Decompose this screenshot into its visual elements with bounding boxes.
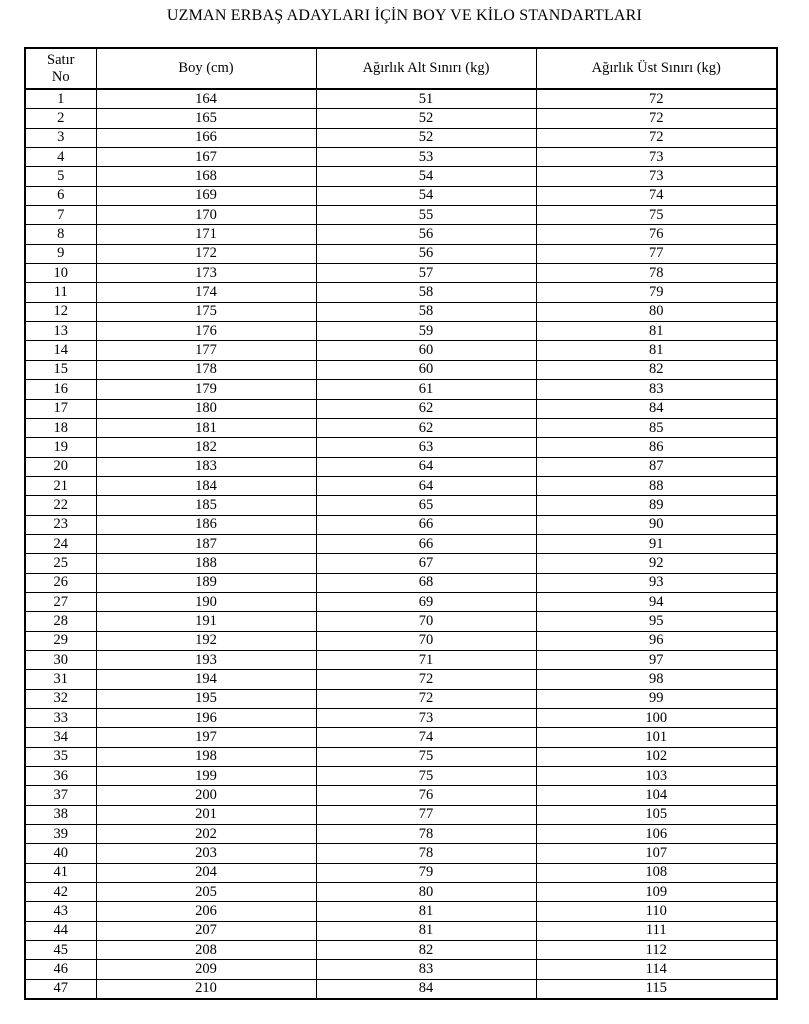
- cell-height: 182: [96, 438, 316, 457]
- table-row: [25, 360, 777, 379]
- cell-weight-max: 97: [536, 650, 777, 669]
- table-row: [25, 554, 777, 573]
- table-row: [25, 476, 777, 495]
- cell-height: 179: [96, 380, 316, 399]
- cell-row-no: 2: [25, 109, 96, 128]
- table-row: [25, 167, 777, 186]
- cell-height: 206: [96, 902, 316, 921]
- cell-weight-min: 56: [316, 244, 536, 263]
- cell-weight-min: 54: [316, 167, 536, 186]
- table-row: [25, 515, 777, 534]
- table-row: [25, 689, 777, 708]
- cell-row-no: 16: [25, 380, 96, 399]
- cell-weight-min: 61: [316, 380, 536, 399]
- cell-height: 190: [96, 592, 316, 611]
- cell-height: 191: [96, 612, 316, 631]
- cell-row-no: 8: [25, 225, 96, 244]
- cell-height: 189: [96, 573, 316, 592]
- table-row: [25, 244, 777, 263]
- table-body: [25, 89, 777, 999]
- cell-row-no: 21: [25, 476, 96, 495]
- cell-weight-min: 64: [316, 457, 536, 476]
- table-row: [25, 496, 777, 515]
- cell-height: 200: [96, 786, 316, 805]
- table-row: [25, 457, 777, 476]
- table-row: [25, 747, 777, 766]
- cell-row-no: 30: [25, 650, 96, 669]
- cell-row-no: 33: [25, 709, 96, 728]
- cell-weight-max: 83: [536, 380, 777, 399]
- cell-weight-max: 92: [536, 554, 777, 573]
- table-row: [25, 128, 777, 147]
- cell-weight-max: 79: [536, 283, 777, 302]
- cell-weight-max: 81: [536, 341, 777, 360]
- cell-weight-min: 60: [316, 341, 536, 360]
- table-row: [25, 921, 777, 940]
- table-row: [25, 399, 777, 418]
- table-row: [25, 767, 777, 786]
- cell-row-no: 47: [25, 979, 96, 999]
- cell-height: 209: [96, 960, 316, 979]
- table-row: [25, 902, 777, 921]
- cell-row-no: 7: [25, 206, 96, 225]
- cell-height: 167: [96, 148, 316, 167]
- cell-row-no: 12: [25, 302, 96, 321]
- cell-weight-min: 78: [316, 844, 536, 863]
- cell-row-no: 6: [25, 186, 96, 205]
- cell-row-no: 4: [25, 148, 96, 167]
- cell-weight-max: 111: [536, 921, 777, 940]
- cell-height: 168: [96, 167, 316, 186]
- cell-weight-min: 79: [316, 863, 536, 882]
- cell-weight-max: 106: [536, 825, 777, 844]
- cell-row-no: 1: [25, 89, 96, 109]
- table-row: [25, 670, 777, 689]
- cell-weight-max: 75: [536, 206, 777, 225]
- cell-weight-max: 109: [536, 883, 777, 902]
- cell-weight-min: 67: [316, 554, 536, 573]
- cell-weight-max: 95: [536, 612, 777, 631]
- column-header-height: Boy (cm): [96, 48, 316, 89]
- cell-row-no: 44: [25, 921, 96, 940]
- cell-height: 198: [96, 747, 316, 766]
- cell-weight-max: 84: [536, 399, 777, 418]
- column-header-weight-max: Ağırlık Üst Sınırı (kg): [536, 48, 777, 89]
- cell-height: 169: [96, 186, 316, 205]
- cell-weight-min: 73: [316, 709, 536, 728]
- table-header: [25, 48, 777, 89]
- cell-weight-max: 99: [536, 689, 777, 708]
- cell-row-no: 24: [25, 534, 96, 553]
- cell-weight-min: 55: [316, 206, 536, 225]
- cell-row-no: 14: [25, 341, 96, 360]
- table-row: [25, 863, 777, 882]
- cell-height: 183: [96, 457, 316, 476]
- cell-height: 197: [96, 728, 316, 747]
- cell-weight-max: 72: [536, 89, 777, 109]
- table-row: [25, 534, 777, 553]
- cell-weight-min: 53: [316, 148, 536, 167]
- cell-weight-max: 80: [536, 302, 777, 321]
- table-row: [25, 283, 777, 302]
- cell-height: 188: [96, 554, 316, 573]
- cell-row-no: 36: [25, 767, 96, 786]
- cell-row-no: 35: [25, 747, 96, 766]
- cell-row-no: 32: [25, 689, 96, 708]
- table-row: [25, 844, 777, 863]
- table-row: [25, 709, 777, 728]
- cell-weight-min: 81: [316, 902, 536, 921]
- cell-height: 187: [96, 534, 316, 553]
- table-row: [25, 264, 777, 283]
- cell-weight-max: 102: [536, 747, 777, 766]
- cell-row-no: 45: [25, 941, 96, 960]
- cell-weight-min: 58: [316, 283, 536, 302]
- cell-weight-min: 77: [316, 805, 536, 824]
- cell-row-no: 40: [25, 844, 96, 863]
- table-row: [25, 206, 777, 225]
- cell-row-no: 37: [25, 786, 96, 805]
- cell-weight-max: 87: [536, 457, 777, 476]
- cell-weight-max: 101: [536, 728, 777, 747]
- cell-row-no: 42: [25, 883, 96, 902]
- cell-row-no: 29: [25, 631, 96, 650]
- table-row: [25, 573, 777, 592]
- cell-weight-min: 82: [316, 941, 536, 960]
- table-row: [25, 109, 777, 128]
- cell-weight-max: 89: [536, 496, 777, 515]
- cell-weight-min: 83: [316, 960, 536, 979]
- table-row: [25, 225, 777, 244]
- cell-row-no: 5: [25, 167, 96, 186]
- cell-row-no: 34: [25, 728, 96, 747]
- table-row: [25, 650, 777, 669]
- cell-weight-min: 75: [316, 747, 536, 766]
- table-row: [25, 380, 777, 399]
- cell-row-no: 11: [25, 283, 96, 302]
- cell-row-no: 10: [25, 264, 96, 283]
- cell-weight-min: 52: [316, 109, 536, 128]
- table-row: [25, 438, 777, 457]
- cell-height: 173: [96, 264, 316, 283]
- cell-height: 180: [96, 399, 316, 418]
- cell-height: 164: [96, 89, 316, 109]
- column-header-weight-min: Ağırlık Alt Sınırı (kg): [316, 48, 536, 89]
- cell-weight-max: 72: [536, 128, 777, 147]
- cell-height: 201: [96, 805, 316, 824]
- cell-weight-min: 57: [316, 264, 536, 283]
- cell-weight-min: 66: [316, 534, 536, 553]
- cell-weight-max: 77: [536, 244, 777, 263]
- table-row: [25, 825, 777, 844]
- table-row: [25, 805, 777, 824]
- cell-row-no: 3: [25, 128, 96, 147]
- cell-row-no: 20: [25, 457, 96, 476]
- table-row: [25, 418, 777, 437]
- table-row: [25, 186, 777, 205]
- table-row: [25, 322, 777, 341]
- cell-weight-min: 75: [316, 767, 536, 786]
- cell-weight-max: 103: [536, 767, 777, 786]
- table-row: [25, 89, 777, 109]
- cell-weight-max: 110: [536, 902, 777, 921]
- cell-weight-max: 90: [536, 515, 777, 534]
- cell-weight-max: 91: [536, 534, 777, 553]
- cell-height: 205: [96, 883, 316, 902]
- cell-row-no: 17: [25, 399, 96, 418]
- cell-height: 185: [96, 496, 316, 515]
- cell-weight-min: 74: [316, 728, 536, 747]
- cell-weight-min: 65: [316, 496, 536, 515]
- table-row: [25, 592, 777, 611]
- cell-weight-max: 108: [536, 863, 777, 882]
- cell-weight-min: 54: [316, 186, 536, 205]
- table-row: [25, 631, 777, 650]
- table-row: [25, 960, 777, 979]
- cell-height: 181: [96, 418, 316, 437]
- cell-weight-max: 105: [536, 805, 777, 824]
- cell-weight-max: 85: [536, 418, 777, 437]
- cell-weight-max: 78: [536, 264, 777, 283]
- cell-weight-max: 112: [536, 941, 777, 960]
- cell-row-no: 13: [25, 322, 96, 341]
- cell-weight-max: 82: [536, 360, 777, 379]
- table-row: [25, 612, 777, 631]
- cell-row-no: 27: [25, 592, 96, 611]
- cell-weight-min: 78: [316, 825, 536, 844]
- table-row: [25, 941, 777, 960]
- cell-weight-min: 52: [316, 128, 536, 147]
- cell-weight-min: 71: [316, 650, 536, 669]
- cell-height: 172: [96, 244, 316, 263]
- header-row: [25, 48, 777, 89]
- cell-weight-min: 58: [316, 302, 536, 321]
- cell-row-no: 23: [25, 515, 96, 534]
- cell-row-no: 22: [25, 496, 96, 515]
- cell-height: 165: [96, 109, 316, 128]
- cell-weight-min: 63: [316, 438, 536, 457]
- table-row: [25, 302, 777, 321]
- cell-height: 174: [96, 283, 316, 302]
- cell-row-no: 28: [25, 612, 96, 631]
- cell-weight-min: 72: [316, 689, 536, 708]
- cell-weight-max: 73: [536, 148, 777, 167]
- column-header-row-no: Satır No: [25, 48, 96, 89]
- cell-weight-max: 81: [536, 322, 777, 341]
- cell-weight-min: 70: [316, 631, 536, 650]
- cell-height: 166: [96, 128, 316, 147]
- table-row: [25, 148, 777, 167]
- cell-weight-max: 76: [536, 225, 777, 244]
- cell-row-no: 38: [25, 805, 96, 824]
- cell-row-no: 41: [25, 863, 96, 882]
- cell-weight-max: 104: [536, 786, 777, 805]
- cell-height: 184: [96, 476, 316, 495]
- cell-weight-min: 81: [316, 921, 536, 940]
- cell-height: 186: [96, 515, 316, 534]
- cell-weight-max: 100: [536, 709, 777, 728]
- cell-row-no: 26: [25, 573, 96, 592]
- cell-weight-min: 59: [316, 322, 536, 341]
- cell-row-no: 15: [25, 360, 96, 379]
- cell-height: 203: [96, 844, 316, 863]
- cell-weight-max: 115: [536, 979, 777, 999]
- cell-row-no: 18: [25, 418, 96, 437]
- cell-weight-min: 70: [316, 612, 536, 631]
- cell-height: 178: [96, 360, 316, 379]
- cell-weight-max: 94: [536, 592, 777, 611]
- cell-weight-min: 72: [316, 670, 536, 689]
- cell-weight-min: 69: [316, 592, 536, 611]
- cell-height: 170: [96, 206, 316, 225]
- cell-row-no: 25: [25, 554, 96, 573]
- cell-height: 193: [96, 650, 316, 669]
- cell-height: 177: [96, 341, 316, 360]
- cell-weight-max: 88: [536, 476, 777, 495]
- cell-row-no: 46: [25, 960, 96, 979]
- cell-weight-max: 114: [536, 960, 777, 979]
- cell-weight-min: 51: [316, 89, 536, 109]
- cell-row-no: 43: [25, 902, 96, 921]
- cell-weight-min: 56: [316, 225, 536, 244]
- cell-weight-min: 68: [316, 573, 536, 592]
- cell-weight-min: 76: [316, 786, 536, 805]
- cell-row-no: 19: [25, 438, 96, 457]
- table-row: [25, 979, 777, 999]
- cell-height: 207: [96, 921, 316, 940]
- cell-row-no: 39: [25, 825, 96, 844]
- cell-height: 204: [96, 863, 316, 882]
- table-row: [25, 883, 777, 902]
- cell-weight-max: 72: [536, 109, 777, 128]
- cell-height: 210: [96, 979, 316, 999]
- cell-weight-max: 93: [536, 573, 777, 592]
- cell-weight-max: 73: [536, 167, 777, 186]
- cell-height: 171: [96, 225, 316, 244]
- cell-height: 202: [96, 825, 316, 844]
- cell-height: 192: [96, 631, 316, 650]
- height-weight-table: [24, 47, 778, 1000]
- cell-weight-min: 66: [316, 515, 536, 534]
- cell-weight-min: 60: [316, 360, 536, 379]
- cell-weight-max: 96: [536, 631, 777, 650]
- cell-weight-max: 86: [536, 438, 777, 457]
- cell-height: 176: [96, 322, 316, 341]
- table-row: [25, 341, 777, 360]
- cell-height: 195: [96, 689, 316, 708]
- cell-height: 199: [96, 767, 316, 786]
- cell-row-no: 9: [25, 244, 96, 263]
- cell-weight-min: 64: [316, 476, 536, 495]
- table-row: [25, 728, 777, 747]
- cell-weight-max: 107: [536, 844, 777, 863]
- cell-weight-max: 98: [536, 670, 777, 689]
- cell-height: 175: [96, 302, 316, 321]
- cell-weight-min: 62: [316, 418, 536, 437]
- cell-height: 208: [96, 941, 316, 960]
- cell-height: 194: [96, 670, 316, 689]
- cell-weight-max: 74: [536, 186, 777, 205]
- cell-height: 196: [96, 709, 316, 728]
- cell-weight-min: 62: [316, 399, 536, 418]
- document-title: UZMAN ERBAŞ ADAYLARI İÇİN BOY VE KİLO STANDARTLARI: [166, 7, 643, 24]
- table-row: [25, 786, 777, 805]
- cell-weight-min: 84: [316, 979, 536, 999]
- cell-row-no: 31: [25, 670, 96, 689]
- cell-weight-min: 80: [316, 883, 536, 902]
